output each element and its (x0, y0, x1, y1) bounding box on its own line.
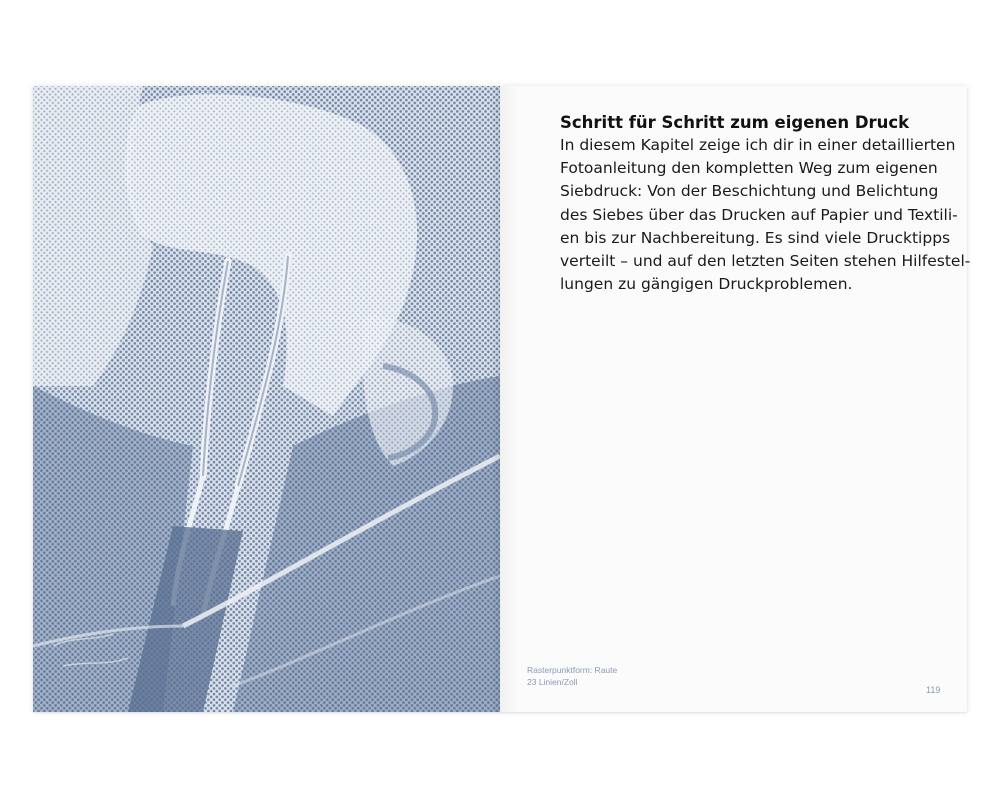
paragraph-line: en bis zur Nachbereitung. Es sind viele Drucktipps (560, 228, 951, 247)
paragraph-line: lungen zu gängigen Druckproblemen. (560, 275, 853, 294)
page-number: 119 (926, 685, 941, 695)
halftone-photo (33, 86, 500, 712)
paragraph-line: verteilt – und auf den letzten Seiten stehen Hilfestel- (560, 252, 971, 271)
chapter-heading: Schritt für Schritt zum eigenen Druck (560, 113, 910, 132)
right-page (500, 86, 971, 712)
paragraph-line: In diesem Kapitel zeige ich dir in einer detaillierten (560, 136, 956, 154)
paragraph-line: des Siebes über das Drucken auf Papier und Textili- (560, 205, 958, 224)
paragraph-line: Siebdruck: Von der Beschichtung und Belichtung (560, 182, 939, 201)
caption-line-dot-shape: Rasterpunktform: Raute (527, 665, 618, 675)
book-spread (33, 86, 971, 712)
intro-paragraph (560, 134, 971, 296)
left-page-photo (33, 86, 500, 712)
photo-caption (527, 664, 617, 688)
caption-line-screen-ruling: 23 Linien/Zoll (527, 677, 578, 687)
paragraph-line: Fotoanleitung den kompletten Weg zum eigenen (560, 159, 938, 178)
